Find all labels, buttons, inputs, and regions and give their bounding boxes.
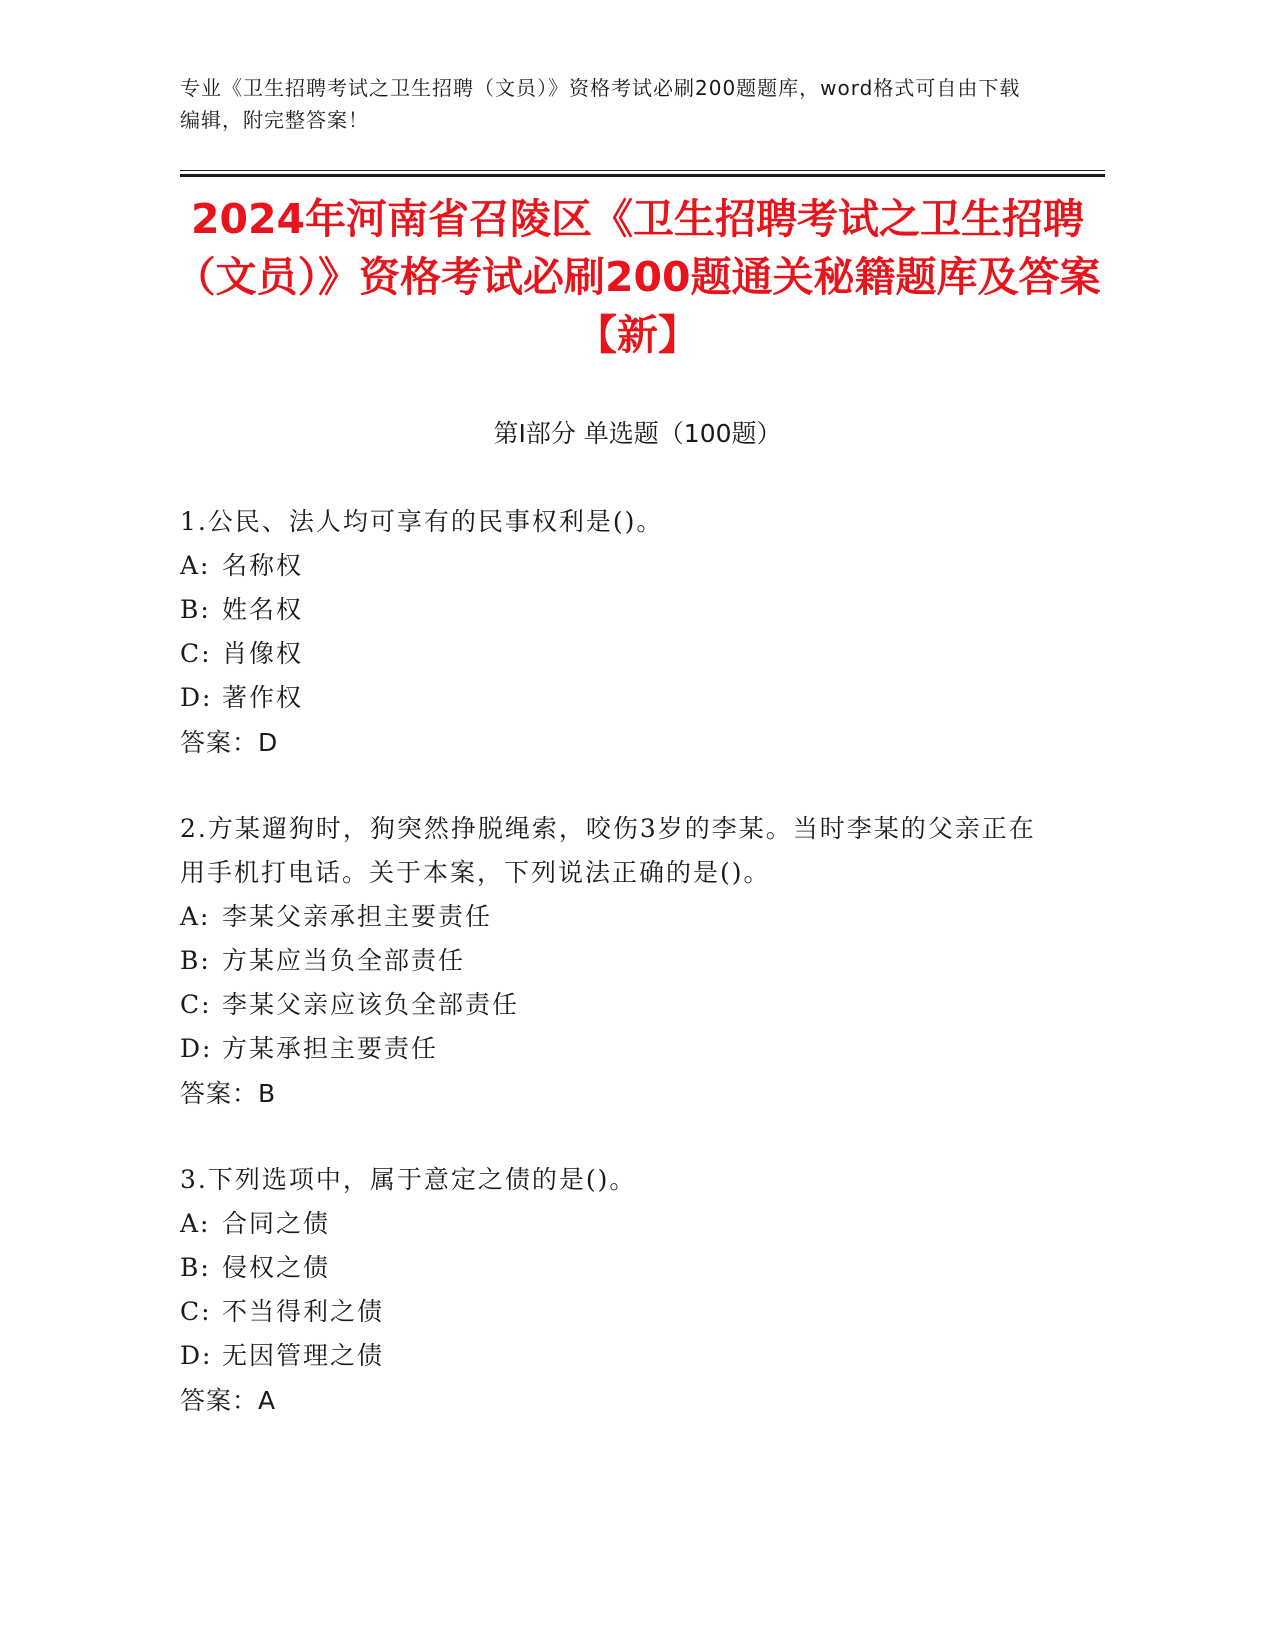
option-c	[180, 1290, 1050, 1334]
option-text: 合同之债	[222, 1209, 331, 1238]
option-key: D:	[180, 1341, 213, 1370]
option-b	[180, 939, 1050, 983]
option-text: 侵权之债	[222, 1253, 331, 1282]
question-list	[180, 500, 1050, 1465]
question-stem: 3.下列选项中，属于意定之债的是()。	[180, 1165, 637, 1194]
question-item	[180, 1158, 1050, 1424]
option-key: A:	[180, 1209, 211, 1238]
option-text: 方某应当负全部责任	[222, 946, 466, 975]
question-item	[180, 807, 1050, 1117]
option-key: D:	[180, 1034, 213, 1063]
option-text: 李某父亲承担主要责任	[222, 902, 493, 931]
document-title: 2024年河南省召陵区《卫生招聘考试之卫生招聘（文员）》资格考试必刷200题通关秘籍题库及答案【新】	[174, 195, 1101, 359]
option-key: A:	[180, 551, 211, 580]
section-title: 第Ⅰ部分 单选题（100题）	[493, 419, 782, 448]
answer-line: 答案：A	[180, 1386, 277, 1415]
answer-line: 答案：D	[180, 728, 279, 757]
question-stem: 1.公民、法人均可享有的民事权利是()。	[180, 507, 664, 536]
option-text: 姓名权	[222, 595, 304, 624]
option-d	[180, 676, 1050, 720]
header-divider-thin	[180, 170, 1105, 171]
option-text: 方某承担主要责任	[222, 1034, 439, 1063]
answer-line: 答案：B	[180, 1079, 277, 1108]
option-b	[180, 1246, 1050, 1290]
option-a	[180, 895, 1050, 939]
option-key: C:	[180, 1297, 212, 1326]
option-d	[180, 1334, 1050, 1378]
option-key: C:	[180, 990, 212, 1019]
header-note: 专业《卫生招聘考试之卫生招聘（文员）》资格考试必刷200题题库，word格式可自由下载编辑，附完整答案！	[180, 76, 1021, 132]
option-a	[180, 544, 1050, 588]
option-a	[180, 1202, 1050, 1246]
option-text: 著作权	[222, 683, 304, 712]
option-key: B:	[180, 1253, 211, 1282]
option-text: 名称权	[222, 551, 304, 580]
option-text: 肖像权	[222, 639, 304, 668]
header-divider-thick	[180, 174, 1105, 177]
option-key: D:	[180, 683, 213, 712]
option-key: A:	[180, 902, 211, 931]
question-item	[180, 500, 1050, 766]
question-stem: 2.方某遛狗时，狗突然挣脱绳索，咬伤3岁的李某。当时李某的父亲正在用手机打电话。关于本案，下列说法正确的是()。	[180, 814, 1036, 887]
option-key: B:	[180, 595, 211, 624]
option-c	[180, 632, 1050, 676]
option-d	[180, 1027, 1050, 1071]
option-text: 李某父亲应该负全部责任	[222, 990, 520, 1019]
option-key: C:	[180, 639, 212, 668]
option-text: 无因管理之债	[222, 1341, 385, 1370]
option-b	[180, 588, 1050, 632]
option-key: B:	[180, 946, 211, 975]
option-c	[180, 983, 1050, 1027]
option-text: 不当得利之债	[222, 1297, 385, 1326]
